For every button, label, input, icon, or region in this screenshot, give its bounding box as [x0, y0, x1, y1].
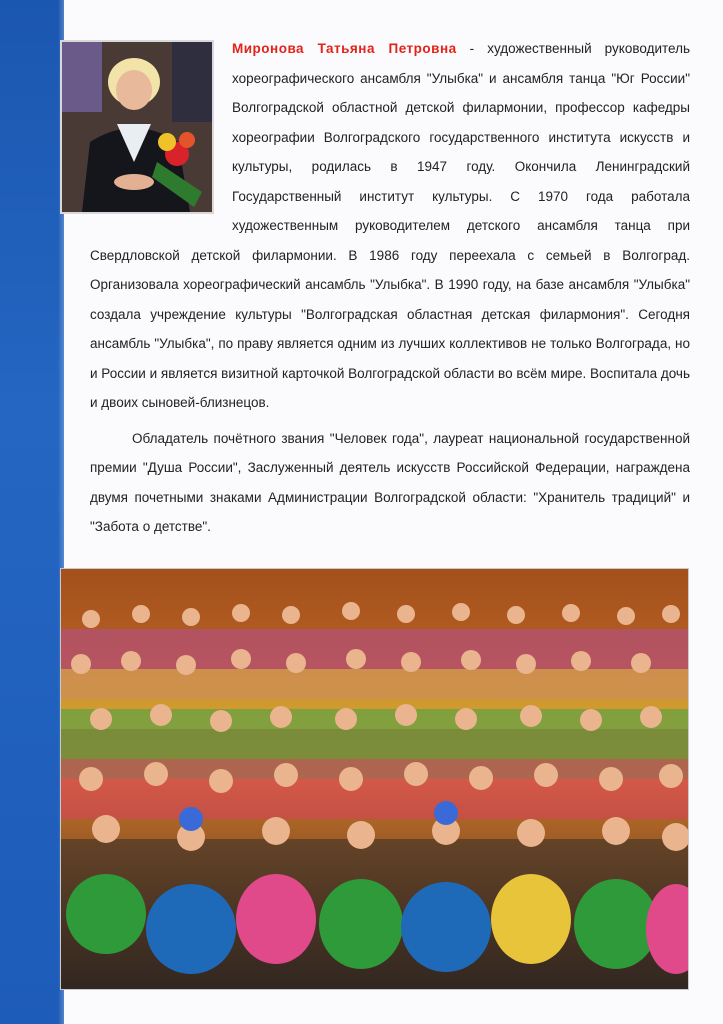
blue-side-bar	[0, 0, 64, 1024]
ensemble-group-photo	[60, 568, 689, 990]
awards-paragraph: Обладатель почётного звания "Человек года", лауреат национальной государственной премии "Душа России", Заслуженный деятель искусств Российской Федерации, награждена двумя почетными знаками Администрации Волгоградской области: "Хранитель традиций" и "Забота о детстве".	[90, 430, 690, 534]
bio-intro-text: - художественный руководитель хореографического ансамбля "Улыбка" и ансамбля танца "Юг России" Волгоградской областной детской филармонии, профессор кафедры хореографии Волгоградского государственного института искусств и культуры, родилась в 1947 году. Окончила Ленинградский Государственный институт культуры. С 1970 года работала художественным руководителем детского ансамбля танца при Свердловской детской филармонии. В 1986 году переехала с семьей в Волгоград. Организовала хореографический ансамбль "Улыбка". В 1990 году, на базе ансамбля "Улыбка" создала учреждение культуры "Волгоградская областная детская филармония". Сегодня ансамбль "Улыбка", по праву является одним из лучших коллективов не только Волгограда, но и России и является визитной карточкой Волгоградской области во всём мире. Воспитала дочь и двоих сыновей-близнецов.	[90, 41, 690, 410]
biography-text-block	[90, 34, 690, 542]
portrait-photo	[60, 40, 214, 214]
person-name: Миронова Татьяна Петровна	[232, 41, 457, 56]
